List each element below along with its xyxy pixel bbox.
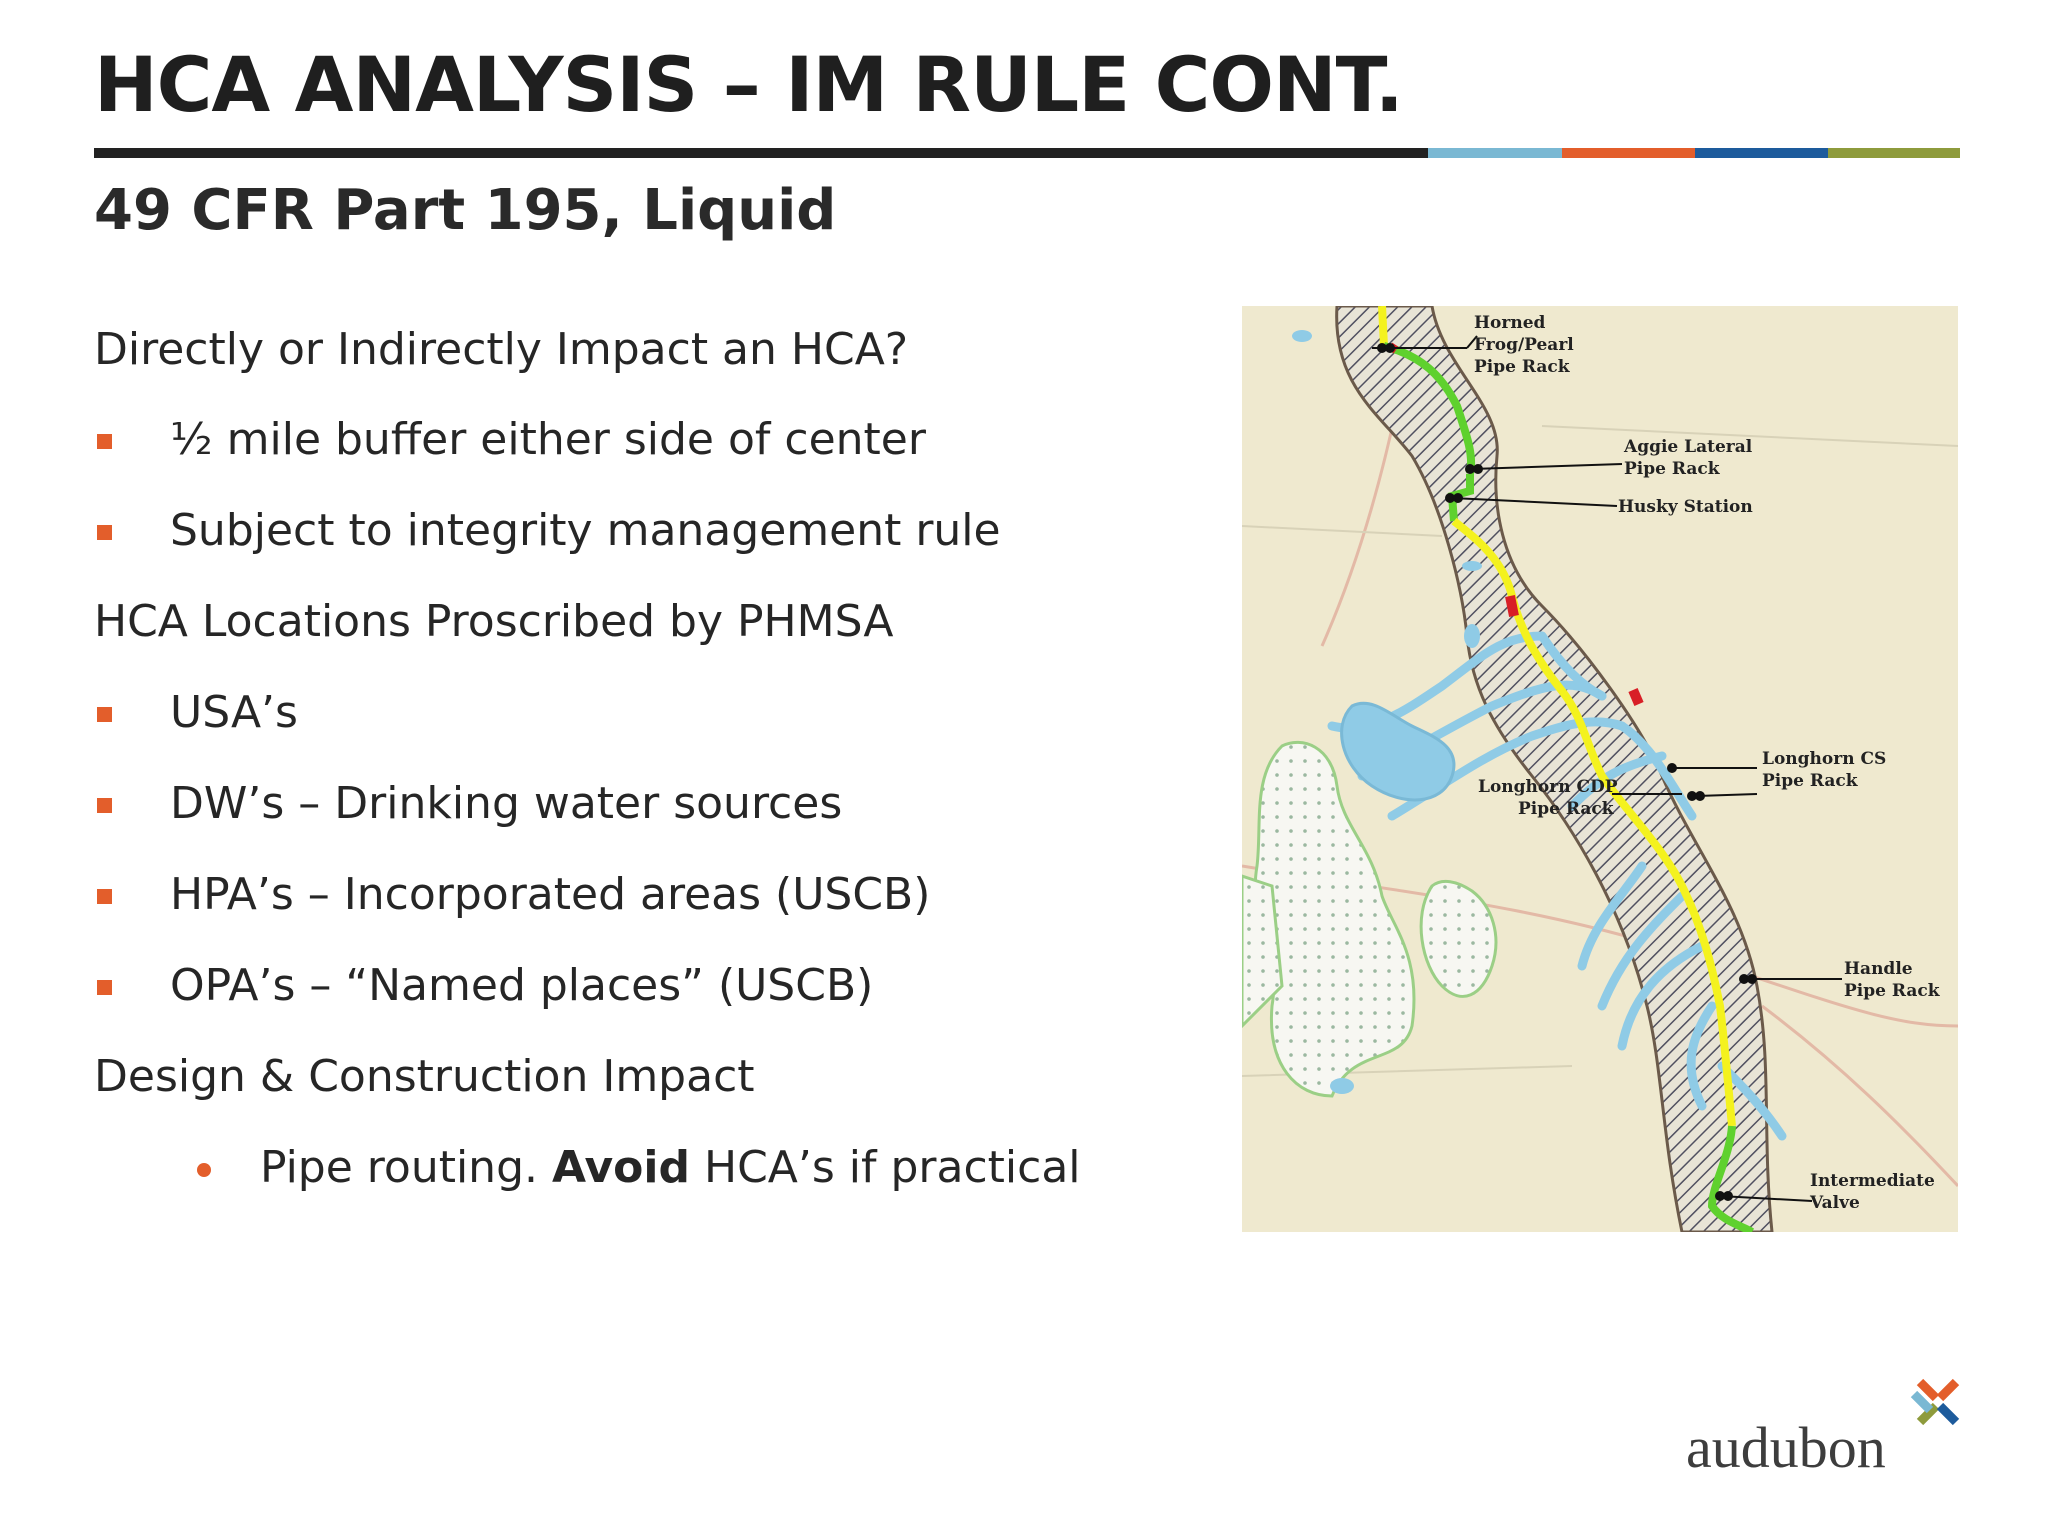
title-rule-dark-blue (1695, 148, 1828, 158)
bullet-hpa: HPA’s – Incorporated areas (USCB) (170, 869, 931, 920)
bullet-square-icon (97, 798, 112, 813)
bullet-dw: DW’s – Drinking water sources (170, 778, 843, 829)
heading-hca-locations: HCA Locations Proscribed by PHMSA (94, 596, 894, 647)
bullet-square-icon (97, 525, 112, 540)
pond (1464, 624, 1480, 648)
title-rule-orange (1562, 148, 1695, 158)
bullet-subject: Subject to integrity management rule (170, 505, 1001, 556)
map-label: Pipe Rack (1844, 981, 1940, 1001)
title-rule-light-blue (1428, 148, 1562, 158)
pond (1462, 561, 1482, 571)
title-rule-olive (1828, 148, 1960, 158)
audubon-logo-text: audubon (1686, 1415, 1886, 1480)
bullet-square-icon (97, 434, 112, 449)
pipeline-yellow (1382, 306, 1384, 346)
map-label: Longhorn CS (1762, 749, 1887, 769)
bullet-dot-icon (197, 1163, 211, 1177)
bullet-opa: OPA’s – “Named places” (USCB) (170, 960, 874, 1011)
pipeline-red-segment (1633, 690, 1639, 704)
map-label: Pipe Rack (1518, 799, 1614, 819)
map-label: Husky Station (1618, 497, 1753, 517)
heading-impact: Directly or Indirectly Impact an HCA? (94, 324, 909, 375)
bullet-square-icon (97, 980, 112, 995)
map-label: Aggie Lateral (1624, 437, 1753, 457)
pond (1330, 1078, 1354, 1094)
map-label: Valve (1810, 1193, 1860, 1213)
bullet-buffer: ½ mile buffer either side of center (170, 414, 926, 465)
bullet-square-icon (97, 889, 112, 904)
map-label: Longhorn CDP (1478, 777, 1618, 797)
pipeline-red-segment (1510, 596, 1514, 616)
slide-title: HCA ANALYSIS – IM RULE CONT. (94, 40, 1403, 129)
sub-bullet-prefix: Pipe routing. (260, 1142, 538, 1193)
populated-area (1421, 881, 1496, 996)
bullet-usa: USA’s (170, 687, 298, 738)
sub-bullet-routing (260, 1142, 1081, 1193)
map-label: Handle (1844, 959, 1913, 979)
sub-bullet-suffix: HCA’s if practical (703, 1142, 1081, 1193)
map-label: Pipe Rack (1624, 459, 1720, 479)
heading-design: Design & Construction Impact (94, 1051, 755, 1102)
sub-bullet-bold: Avoid (552, 1142, 690, 1193)
road-line (1762, 1006, 1958, 1186)
map-label: Horned (1474, 313, 1546, 333)
pond (1292, 330, 1312, 342)
bullet-square-icon (97, 707, 112, 722)
map-label: Frog/Pearl (1474, 335, 1574, 355)
map-label: Intermediate (1810, 1171, 1935, 1191)
map-label: Pipe Rack (1762, 771, 1858, 791)
lake (1342, 703, 1454, 800)
slide-subtitle: 49 CFR Part 195, Liquid (94, 178, 837, 243)
map-graphic (1242, 306, 1958, 1232)
map-label: Pipe Rack (1474, 357, 1570, 377)
pipeline-hca-map (1242, 306, 1958, 1232)
title-rule-dark (94, 148, 1428, 158)
